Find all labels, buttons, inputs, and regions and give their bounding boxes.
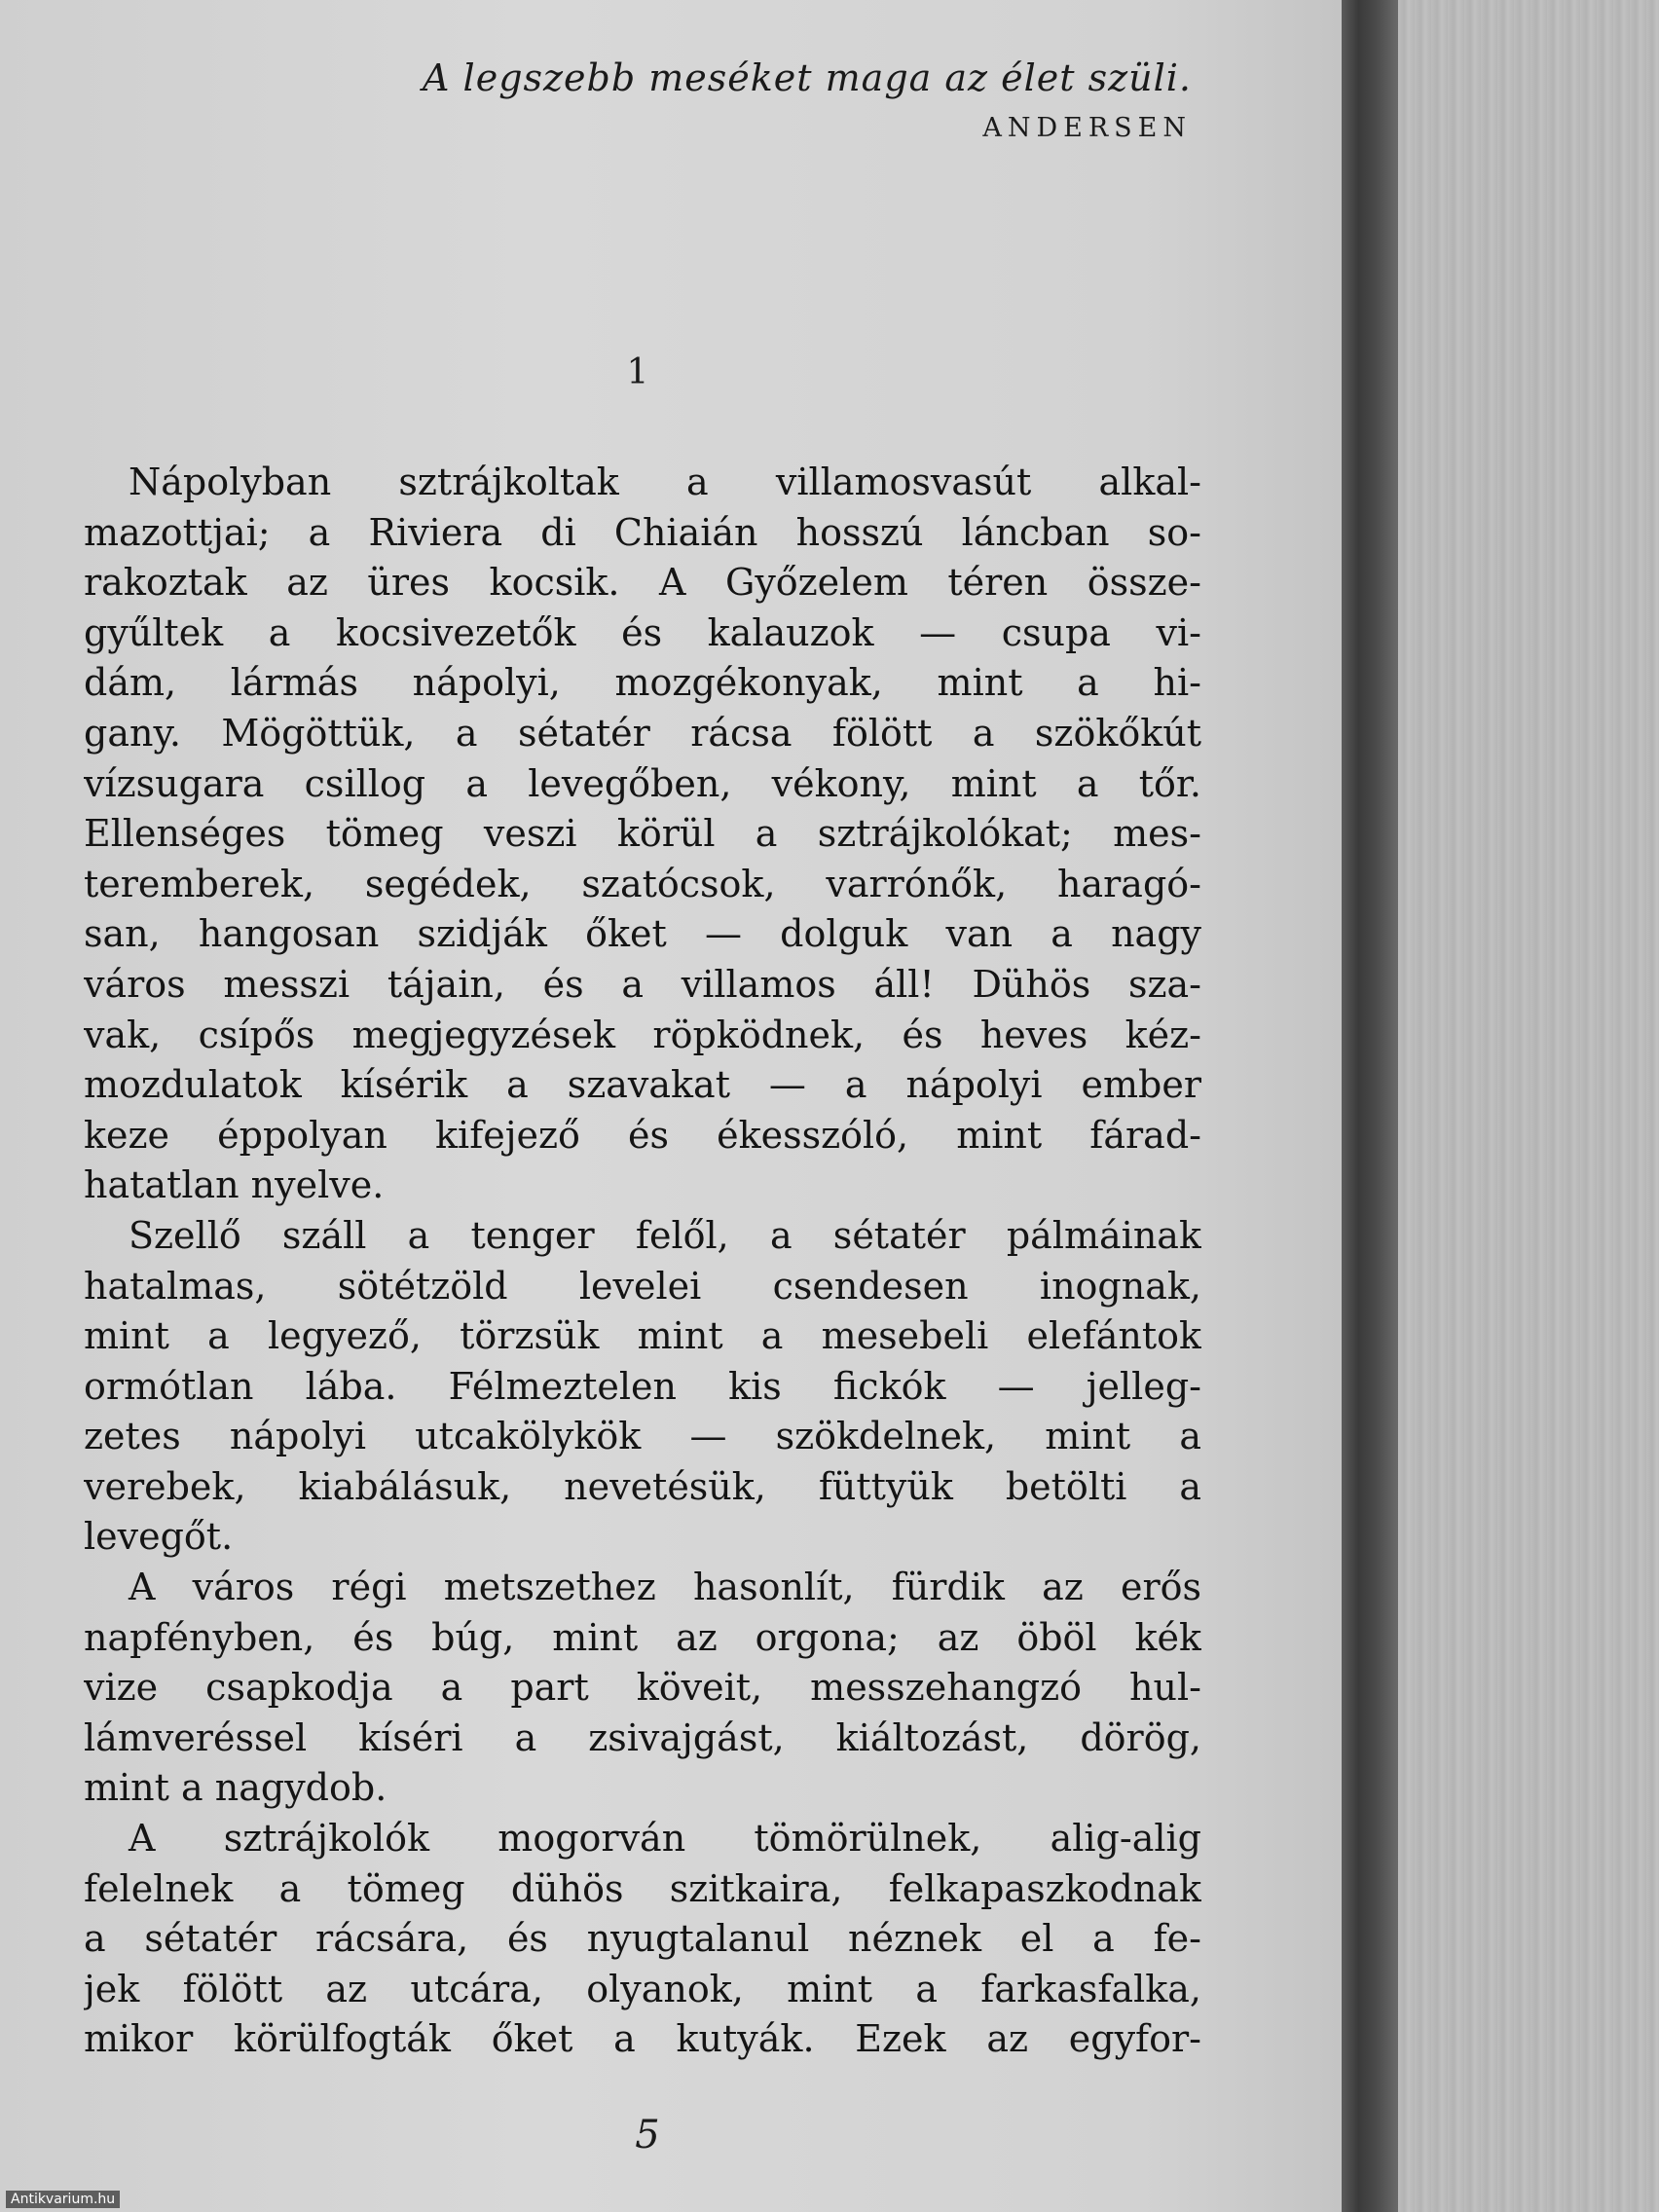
book-binding-edge [1342, 0, 1398, 2212]
paragraph [84, 458, 1201, 1211]
text-line: dám, lármás nápolyi, mozgékonyak, mint a hi- [84, 661, 1201, 705]
text-line: verebek, kiabálásuk, nevetésük, füttyük betölti a [84, 1464, 1201, 1508]
text-line: levegőt. [84, 1515, 234, 1559]
text-line: gany. Mögöttük, a sétatér rácsa fölött a szökőkút [84, 711, 1201, 755]
text-line: jek fölött az utcára, olyanok, mint a farkasfalka, [84, 1967, 1201, 2010]
text-line: ormótlan lába. Félmeztelen kis fickók — jelleg- [84, 1364, 1201, 1408]
text-line: város messzi tájain, és a villamos áll! Dühös sza- [84, 962, 1201, 1006]
text-line: mint a nagydob. [84, 1766, 387, 1810]
chapter-number: 1 [626, 352, 649, 392]
watermark: Antikvarium.hu [6, 2191, 120, 2208]
text-line: lámveréssel kíséri a zsivajgást, kiáltozást, dörög, [84, 1715, 1201, 1759]
text-line: mazottjai; a Riviera di Chiaián hosszú láncban so- [84, 510, 1201, 554]
text-line: gyűltek a kocsivezetők és kalauzok — csupa vi- [84, 610, 1201, 654]
text-line: mikor körülfogták őket a kutyák. Ezek az egyfor- [84, 2017, 1201, 2061]
body-text [84, 458, 1201, 2065]
text-line: vize csapkodja a part köveit, messzehangzó hul- [84, 1666, 1201, 1710]
text-line: hatalmas, sötétzöld levelei csendesen inognak, [84, 1264, 1201, 1308]
text-line: Szellő száll a tenger felől, a sétatér pálmáinak [129, 1213, 1201, 1257]
text-line: A sztrájkolók mogorván tömörülnek, alig-alig [129, 1817, 1201, 1861]
text-line: keze éppolyan kifejező és ékesszóló, mint fárad- [84, 1113, 1201, 1157]
text-line: san, hangosan szidják őket — dolguk van a nagy [84, 912, 1201, 956]
text-line: Ellenséges tömeg veszi körül a sztrájkolókat; mes- [84, 812, 1201, 856]
page-number: 5 [635, 2113, 660, 2157]
paragraph [84, 1211, 1201, 1563]
epigraph-quote: A legszebb meséket maga az élet szüli. [423, 56, 1192, 99]
text-line: a sétatér rácsára, és nyugtalanul néznek el a fe- [84, 1917, 1201, 1961]
paragraph [84, 1814, 1201, 2065]
paragraph [84, 1563, 1201, 1814]
text-line: zetes nápolyi utcakölykök — szökdelnek, mint a [84, 1415, 1201, 1458]
text-line: mint a legyező, törzsük mint a mesebeli elefántok [84, 1314, 1201, 1358]
text-line: vízsugara csillog a levegőben, vékony, mint a tőr. [84, 761, 1201, 805]
text-line: A város régi metszethez hasonlít, fürdik az erős [129, 1566, 1201, 1609]
text-line: felelnek a tömeg dühös szitkaira, felkapaszkodnak [84, 1866, 1201, 1910]
text-line: hatatlan nyelve. [84, 1163, 385, 1207]
text-line: teremberek, segédek, szatócsok, varrónők, haragó- [84, 862, 1201, 905]
book-cover-edge [1398, 0, 1659, 2212]
text-line: napfényben, és búg, mint az orgona; az öböl kék [84, 1615, 1201, 1659]
text-line: rakoztak az üres kocsik. A Győzelem téren össze- [84, 561, 1201, 605]
text-line: mozdulatok kísérik a szavakat — a nápolyi ember [84, 1063, 1201, 1107]
epigraph-author: ANDERSEN [982, 113, 1192, 143]
text-line: vak, csípős megjegyzések röpködnek, és heves kéz- [84, 1013, 1201, 1056]
text-line: Nápolyban sztrájkoltak a villamosvasút alkal- [129, 461, 1201, 503]
